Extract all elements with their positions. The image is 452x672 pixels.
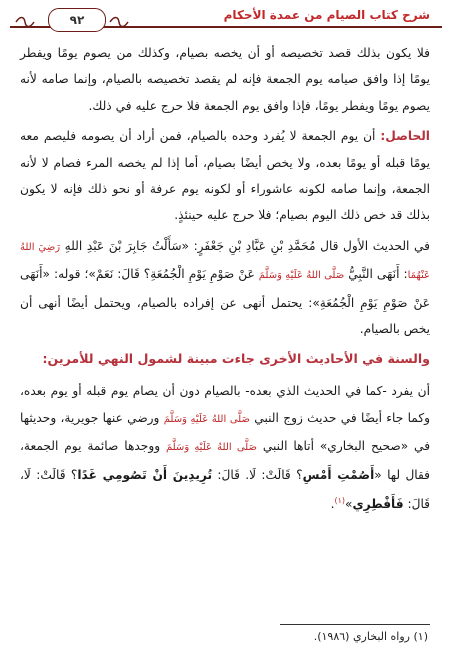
footnote-divider bbox=[280, 624, 430, 625]
summary-text: أن يوم الجمعة لا يُفرد وحده بالصيام، فمن أراد أن يصومه فليصم معه يومًا قبله أو يومًا بعده، ولا يخص أيضًا بصيام، أما إذا لم يخصه المرء فصام لا لأنه الجمعة، وإنما صامه لكونه عاشوراء أو لكونه يوم عرفة أو نحو ذلك فإنه لا يكون بذلك قد خص ذلك اليوم بصيام؛ فلا حرج عليه حينئذٍ. bbox=[20, 129, 430, 223]
page-header-title: شرح كتاب الصيام من عمدة الأحكام bbox=[220, 8, 434, 22]
page-header bbox=[10, 6, 442, 36]
ornament-icon bbox=[108, 14, 130, 30]
honorific-phrase: رَضِيَ اللهُ عَنْهُمَا bbox=[20, 241, 431, 282]
honorific-phrase: صَلَّى اللهُ عَلَيْهِ وَسَلَّمَ bbox=[258, 270, 345, 282]
section-heading: والسنة في الأحاديث الأخرى جاءت مبينة لشمول النهي للأمرين: bbox=[42, 351, 430, 367]
quoted-speech: فَأَفْطِرِي bbox=[352, 497, 404, 512]
paragraph-3 bbox=[20, 233, 430, 343]
page-body bbox=[20, 40, 430, 522]
quoted-speech: أَصُمْتِ أَمْسِ bbox=[302, 467, 375, 482]
body-text: . bbox=[330, 497, 335, 512]
footnote: (١) رواه البخاري (١٩٨٦). bbox=[313, 630, 428, 643]
footnote-marker[interactable]: (١) bbox=[334, 496, 345, 506]
paragraph-1: فلا يكون بذلك قصد تخصيصه أو أن يخصه بصيام، وكذلك من يصوم يومًا ويفطر يومًا إذا وافق صيامه يوم الجمعة فإنه لم يقصد تخصيصه بالصيام، وإنما صامه لأنه يصوم يومًا ويفطر يومًا، فإذا وافق يوم الجمعة فلا حرج عليه في ذلك. bbox=[20, 46, 430, 113]
body-text: أن يفرد -كما في الحديث الذي بعده- بالصيام دون أن يصام يوم قبله أو يوم بعده، وكما جاء أيضًا في حديث زوج النبي bbox=[20, 384, 431, 425]
body-text: ؟ قَالَتْ: لَا، قَالَ: bbox=[20, 467, 430, 512]
quoted-speech: تُرِيدِينَ أَنْ تَصُومِي غَدًا bbox=[77, 467, 213, 482]
body-text: » bbox=[344, 497, 353, 512]
ornament-icon bbox=[14, 14, 36, 30]
hadith-text: في الحديث الأول قال مُحَمَّدِ بْنِ عَبَّادِ بْنِ جَعْفَرٍ: «سَأَلْتُ جَابِرَ بْنَ عَبْدِ اللهِ bbox=[64, 238, 430, 253]
paragraph-2 bbox=[20, 123, 430, 229]
paragraph-4 bbox=[20, 378, 430, 517]
hadith-text: : أَنَهَى النَّبِيُّ bbox=[348, 267, 408, 282]
hadith-text: عَنْ صَوْمِ يَوْمِ الْجُمُعَةِ؟ قَالَ: نَعَمْ»؛ قوله: «أَنَهَى عَنْ صَوْمِ يَوْمِ الْجُمُعَةِ»: يحتمل أنهى عن إفراده بالصيام، ويحتمل أيضًا أنهى أن يخص بالصيام. bbox=[20, 267, 430, 337]
honorific-phrase: صَلَّى اللهُ عَلَيْهِ وَسَلَّمَ bbox=[163, 413, 250, 425]
page-number: ٩٢ bbox=[48, 8, 106, 32]
honorific-phrase: صَلَّى اللهُ عَلَيْهِ وَسَلَّمَ bbox=[165, 442, 257, 454]
summary-lead: الحاصل: bbox=[380, 129, 430, 144]
body-text: ووجدها صائمة يوم الجمعة، فقال لها « bbox=[20, 439, 431, 482]
body-text: ورضي عنها جويرية، وحديثها في «صحيح البخاري» أتاها النبي bbox=[20, 410, 431, 454]
body-text: ؟ قَالَتْ: لَا. قَالَ: bbox=[212, 467, 303, 482]
